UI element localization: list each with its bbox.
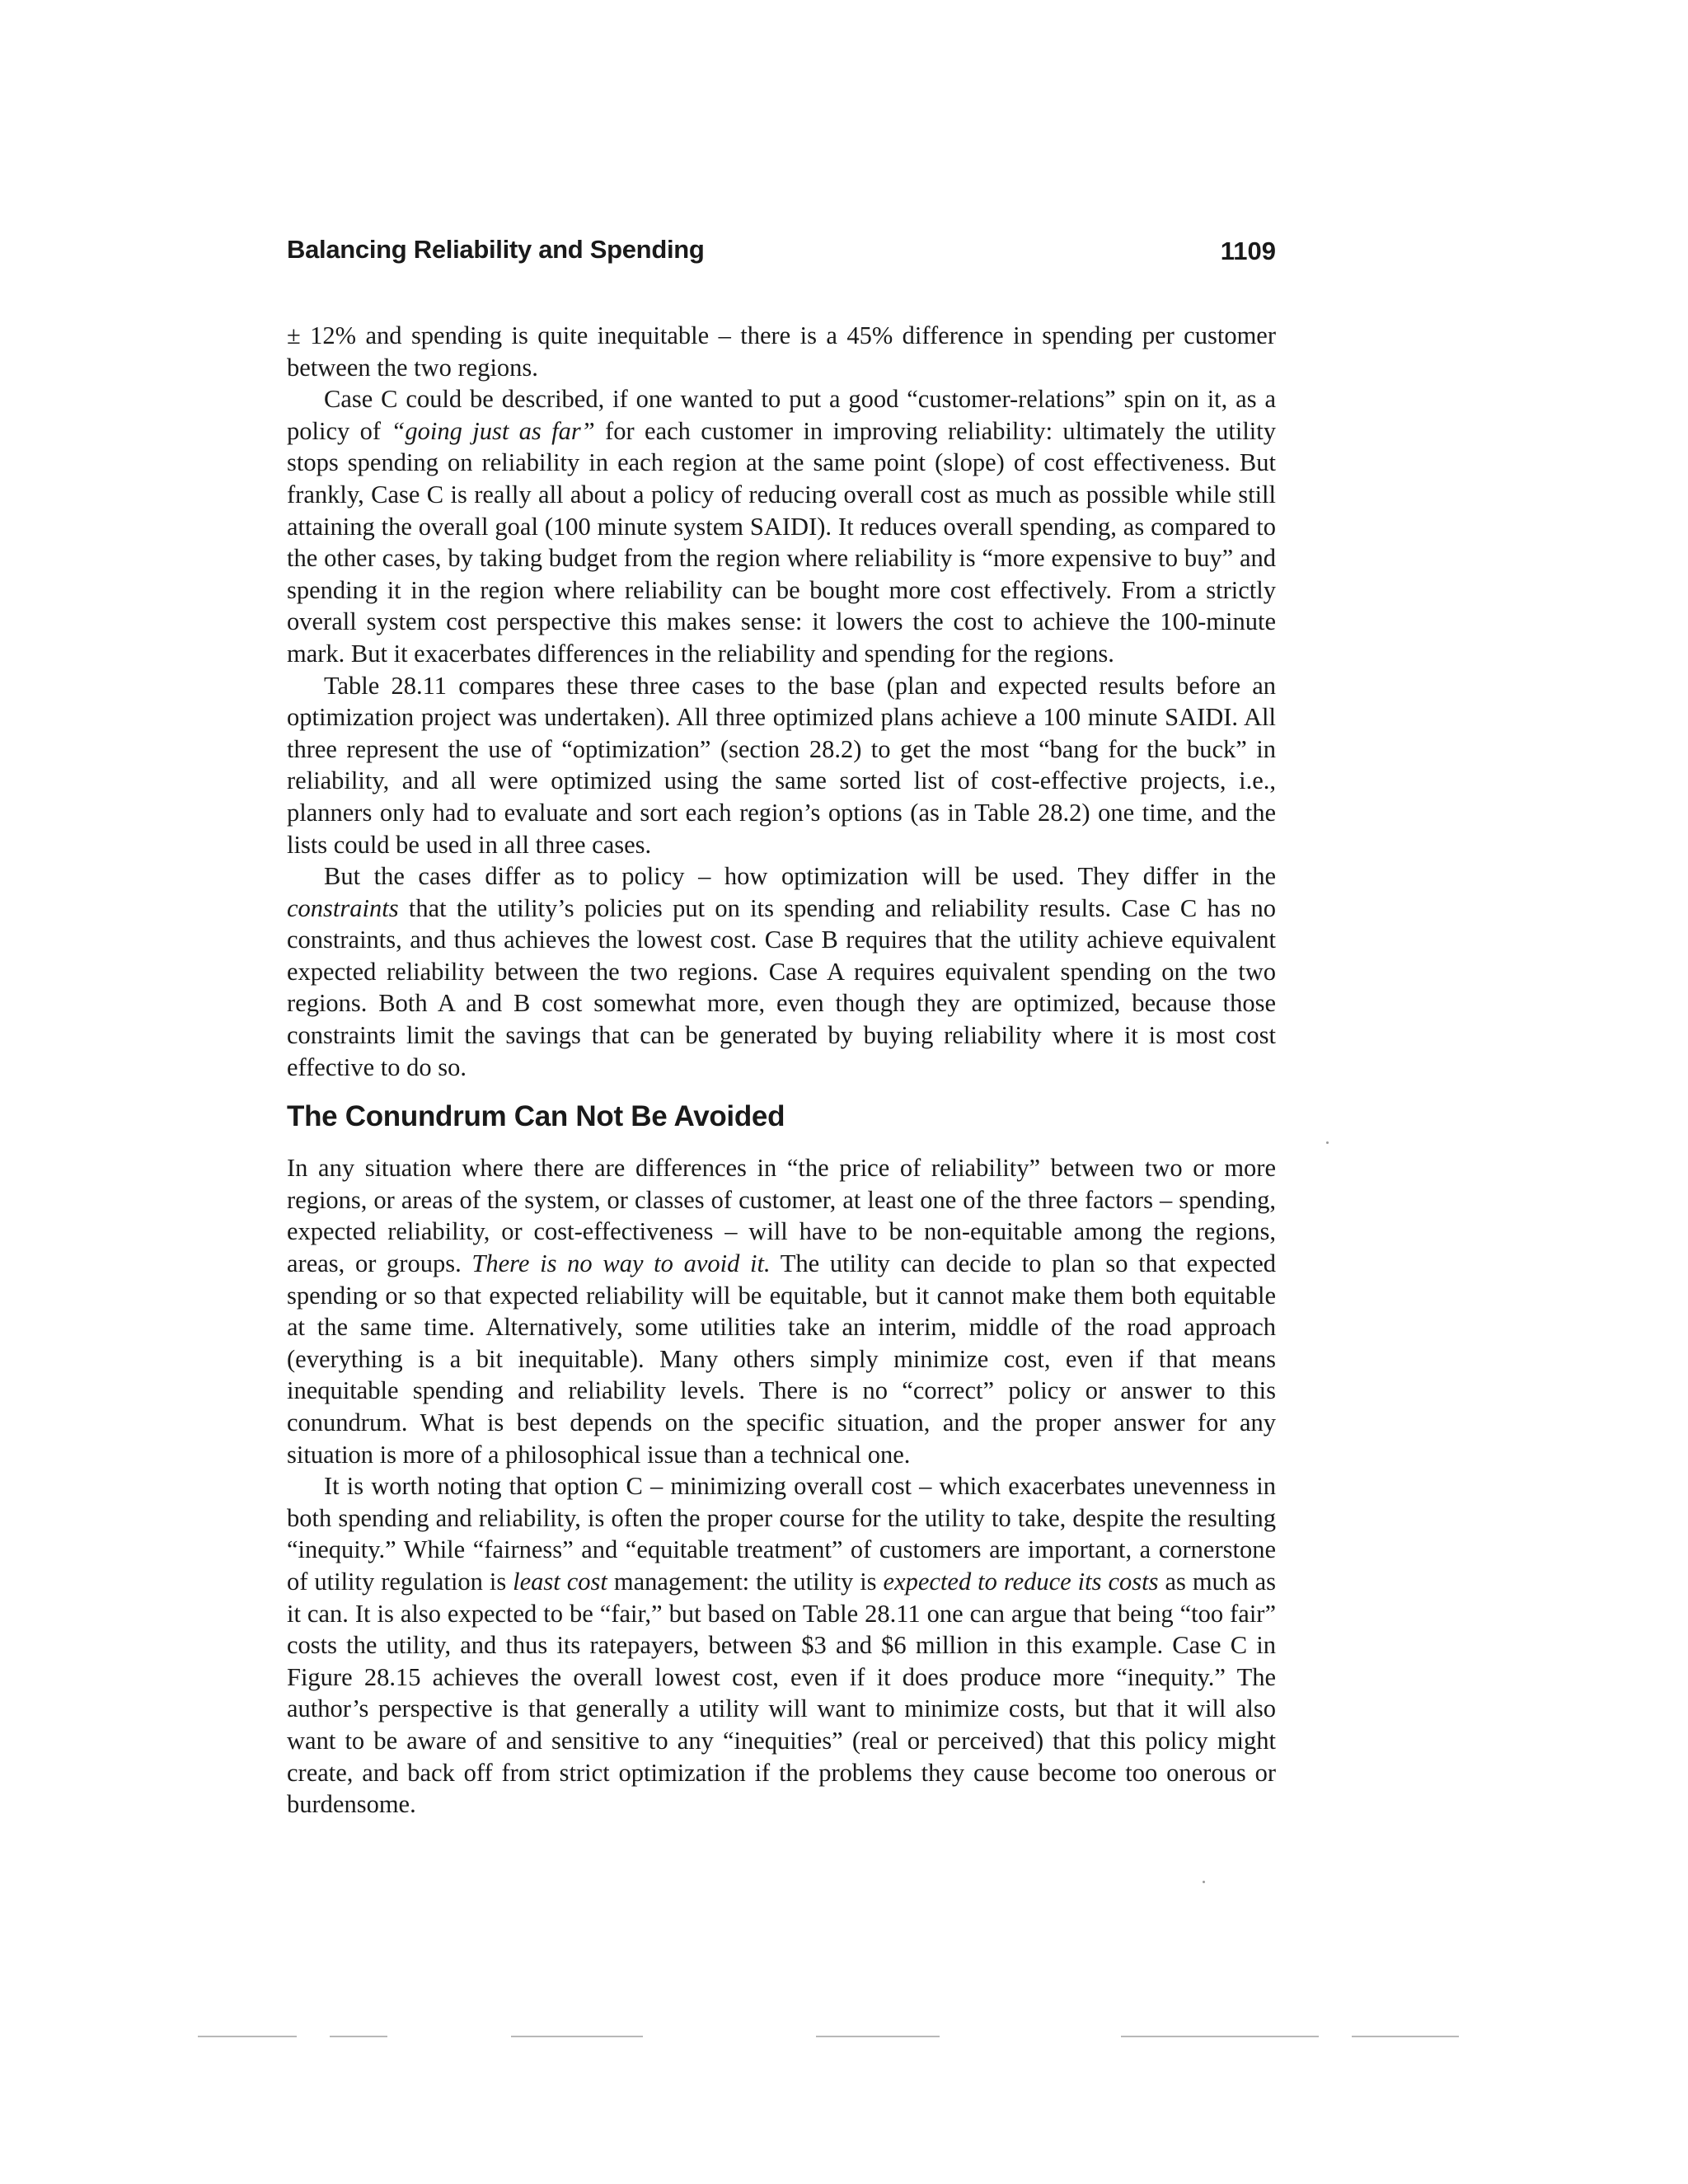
scan-speck-1 <box>1326 1141 1329 1144</box>
paragraph-4-emphasis: constraints <box>287 893 399 922</box>
scan-artifact-5 <box>1121 2036 1319 2037</box>
scan-artifact-4 <box>816 2036 940 2037</box>
paragraph-2 <box>287 383 1276 669</box>
running-title: Balancing Reliability and Spending <box>287 235 705 264</box>
scan-speck-2 <box>1203 1881 1205 1883</box>
scan-artifact-3 <box>511 2036 643 2037</box>
scan-artifact-6 <box>1352 2036 1459 2037</box>
paragraph-4-text-b: that the utility’s policies put on its spending and reliability results. Case C has no constraints, and thus achieves the lowest cost. Case B requires that the utility achieve equivalent expected reliability between the two regions. Case A requires equivalent spending on the two regions. Both A and B cost somewhat more, even though they are optimized, because those constraints limit the savings that can be generated by buying reliability where it is most cost effective to do so. <box>287 893 1276 1081</box>
paragraph-5-emphasis: There is no way to avoid it. <box>471 1249 771 1278</box>
paragraph-3: Table 28.11 compares these three cases to the base (plan and expected results before an optimization project was undertaken). All three optimized plans achieve a 100 minute SAIDI. All three represent the use of “optimization” (section 28.2) to get the most “bang for the buck” in reliability, and all were optimized using the same sorted list of cost-effective projects, i.e., planners only had to evaluate and sort each region’s options (as in Table 28.2) one time, and the lists could be used in all three cases. <box>287 671 1276 859</box>
paragraph-5-text-a: In any situation where there are differences in “the price of reliability” between two or more regions, or areas of the system, or classes of customer, at least one of the three factors – spending, expected reliability, or cost-effectiveness – will have to be non-equitable among the regions, areas, or groups. <box>287 1154 1276 1278</box>
paragraph-1: ± 12% and spending is quite inequitable – there is a 45% difference in spending per customer between the two regions. <box>287 321 1276 382</box>
paragraph-2-emphasis: “going just as far” <box>391 416 595 445</box>
scan-artifact-2 <box>330 2036 387 2037</box>
page-number: 1109 <box>1220 237 1276 265</box>
body-text <box>287 320 1276 1821</box>
paragraph-6-text-b: management: the utility is <box>607 1567 884 1596</box>
paragraph-5-text-b: The utility can decide to plan so that expected spending or so that expected reliability will be equitable, but it cannot make them both equitable at the same time. Alternatively, some utilities take an interim, middle of the road approach (everything is a bit inequitable). Many others simply minimize cost, even if that means inequitable spending and reliability levels. There is no “correct” policy or answer to this conundrum. What is best depends on the specific situation, and the proper answer for any situation is more of a philosophical issue than a technical one. <box>287 1249 1276 1469</box>
section-heading: The Conundrum Can Not Be Avoided <box>287 1100 785 1133</box>
scan-artifact-1 <box>198 2036 297 2037</box>
paragraph-6 <box>287 1470 1276 1821</box>
paragraph-6-text-a: It is worth noting that option C – minimizing overall cost – which exacerbates unevenness in both spending and reliability, is often the proper course for the utility to take, despite the resulting “inequity.” While “fairness” and “equitable treatment” of customers are important, a cornerstone of utility regulation is <box>287 1472 1276 1596</box>
paragraph-6-text-c: as much as it can. It is also expected to be “fair,” but based on Table 28.11 one can argue that being “too fair” costs the utility, and thus its ratepayers, between $3 and $6 million in this example. Case C in Figure 28.15 achieves the overall lowest cost, even if it does produce more “inequity.” The author’s perspective is that generally a utility will want to minimize costs, but that it will also want to be aware of and sensitive to any “inequities” (real or perceived) that this policy might create, and back off from strict optimization if the problems they cause become too onerous or burdensome. <box>287 1567 1276 1819</box>
paragraph-4 <box>287 860 1276 1083</box>
running-head <box>287 235 1276 268</box>
paragraph-2-text-a: Case C could be described, if one wanted to put a good “customer-relations” spin on it, as a policy of <box>287 385 1276 445</box>
paragraph-6-emphasis-2: expected to reduce its costs <box>883 1567 1159 1596</box>
paragraph-6-emphasis-1: least cost <box>513 1567 607 1596</box>
paragraph-5 <box>287 1152 1276 1470</box>
paragraph-2-text-b: for each customer in improving reliability: ultimately the utility stops spending on reliability in each region at the same point (slope) of cost effectiveness. But frankly, Case C is really all about a policy of reducing overall cost as much as possible while still attaining the overall goal (100 minute system SAIDI). It reduces overall spending, as compared to the other cases, by taking budget from the region where reliability is “more expensive to buy” and spending it in the region where reliability can be bought more cost effectively. From a strictly overall system cost perspective this makes sense: it lowers the cost to achieve the 100-minute mark. But it exacerbates differences in the reliability and spending for the regions. <box>287 416 1276 668</box>
paragraph-4-text-a: But the cases differ as to policy – how optimization will be used. They differ in the <box>324 862 1276 891</box>
